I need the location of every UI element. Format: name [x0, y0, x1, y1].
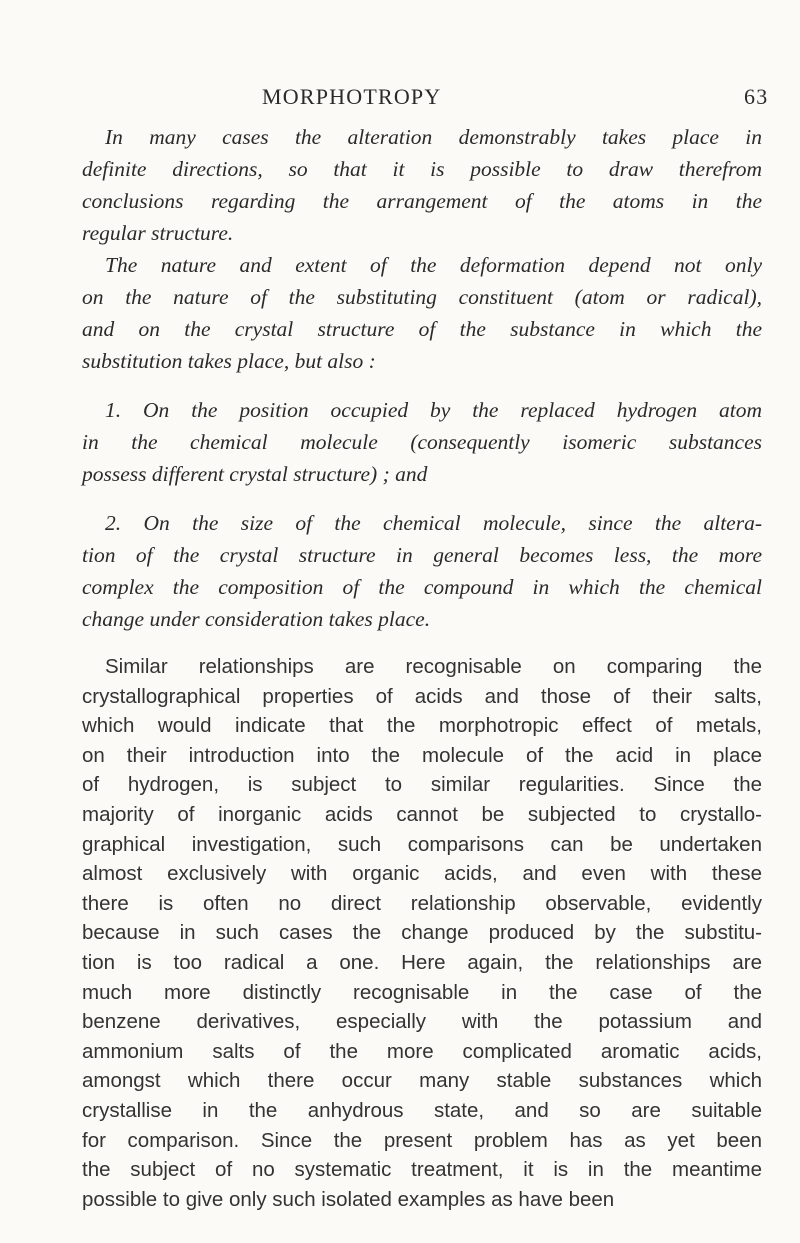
text-line: almost exclusively with organic acids, and even with these: [82, 862, 762, 886]
text-line: amongst which there occur many stable substances which: [82, 1069, 762, 1093]
text-line: In many cases the alteration demonstrably takes place in: [105, 125, 762, 149]
running-title: MORPHOTROPY: [262, 84, 442, 109]
text-line: possess different crystal structure) ; and: [82, 462, 428, 486]
text-line: and on the crystal structure of the substance in which the: [82, 317, 762, 341]
text-line: Similar relationships are recognisable on comparing the: [105, 655, 762, 678]
running-head: [0, 84, 800, 114]
text-line: the subject of no systematic treatment, it is in the meantime: [82, 1158, 762, 1182]
text-line: for comparison. Since the present problem has as yet been: [82, 1128, 762, 1152]
text-line: graphical investigation, such comparisons can be undertaken: [82, 832, 762, 856]
text-line: in the chemical molecule (consequently isomeric substances: [82, 430, 762, 454]
text-line: on the nature of the substituting constituent (atom or radical),: [82, 285, 762, 309]
text-line: crystallographical properties of acids and those of their salts,: [82, 684, 762, 708]
text-line: tion is too radical a one. Here again, the relationships are: [82, 950, 762, 974]
text-line: 1. On the position occupied by the replaced hydrogen atom: [105, 398, 762, 422]
roman-paragraph-relationships: [82, 652, 762, 1214]
text-line: conclusions regarding the arrangement of the atoms in the: [82, 189, 762, 213]
text-line: substitution takes place, but also :: [82, 349, 376, 373]
page-number: 63: [744, 84, 769, 109]
text-line: much more distinctly recognisable in the case of the: [82, 980, 762, 1004]
text-line: The nature and extent of the deformation depend not only: [105, 253, 762, 277]
text-line: ammonium salts of the more complicated aromatic acids,: [82, 1039, 762, 1063]
text-line: definite directions, so that it is possible to draw therefrom: [82, 157, 762, 181]
text-line: of hydrogen, is subject to similar regularities. Since the: [82, 773, 762, 797]
text-line: there is often no direct relationship observable, evidently: [82, 891, 762, 915]
numbered-item-1: [82, 394, 762, 490]
text-line: regular structure.: [82, 221, 234, 245]
text-line: which would indicate that the morphotropic effect of metals,: [82, 714, 762, 738]
text-line: crystallise in the anhydrous state, and so are suitable: [82, 1098, 762, 1122]
text-line: majority of inorganic acids cannot be subjected to crystallo-: [82, 802, 762, 826]
body-text: [82, 121, 762, 1214]
text-line: because in such cases the change produced by the substitu-: [82, 921, 762, 945]
text-line: change under consideration takes place.: [82, 607, 431, 631]
text-line: benzene derivatives, especially with the potassium and: [82, 1010, 762, 1034]
text-line: complex the composition of the compound in which the chemical: [82, 575, 762, 599]
text-line: possible to give only such isolated examples as have been: [82, 1187, 615, 1211]
text-line: tion of the crystal structure in general becomes less, the more: [82, 543, 762, 567]
text-line: on their introduction into the molecule of the acid in place: [82, 743, 762, 767]
italic-paragraph-alteration: [82, 121, 762, 249]
numbered-item-2: [82, 507, 762, 635]
text-line: 2. On the size of the chemical molecule, since the altera-: [105, 511, 762, 535]
italic-paragraph-deformation: [82, 249, 762, 377]
